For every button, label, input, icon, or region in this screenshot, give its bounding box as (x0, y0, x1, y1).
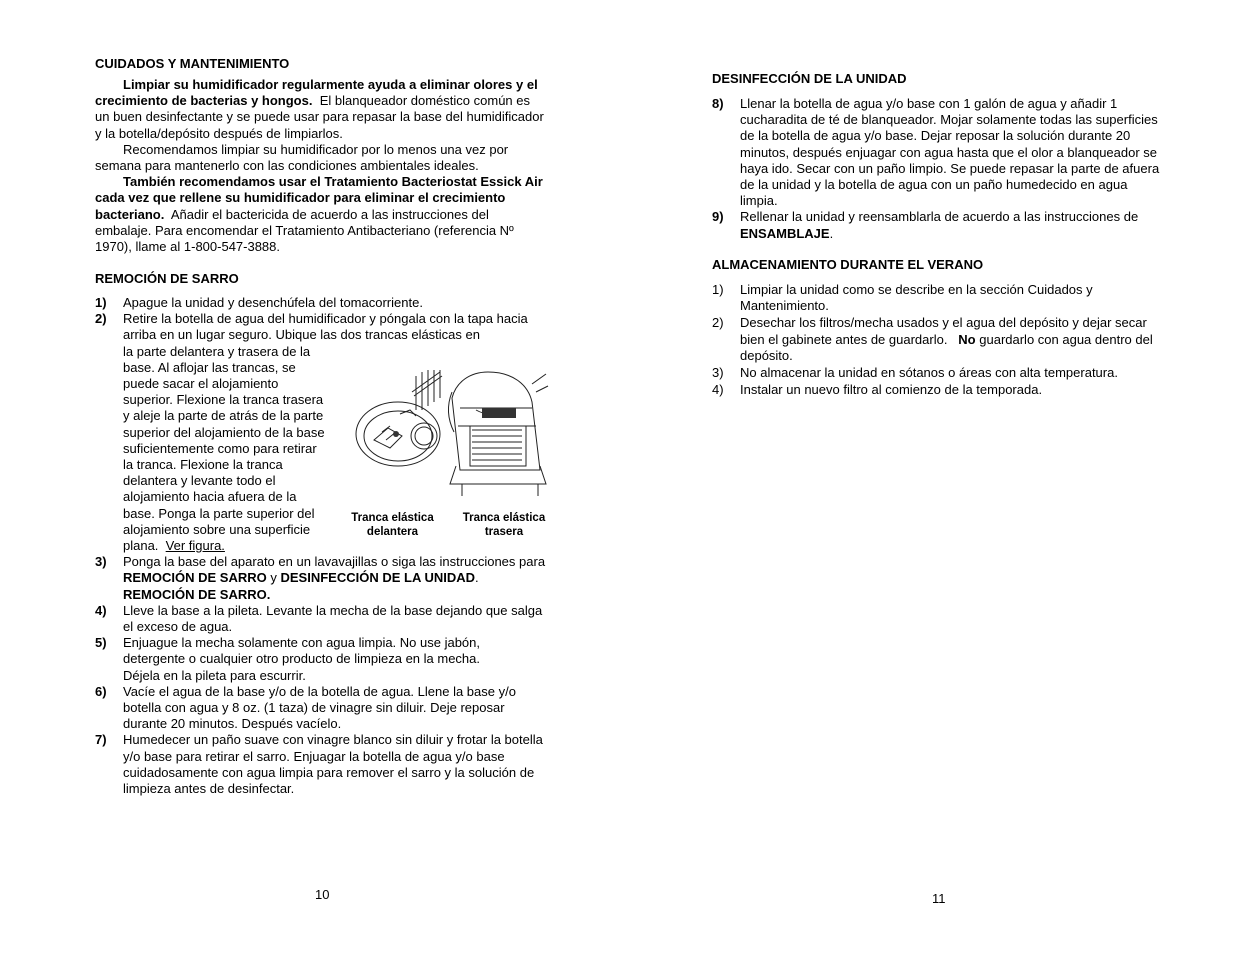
intro-rest-1: El blanqueador doméstico común es un buen desinfectante y se puede usar para repasar la base del humidificador y la botella/depósito después de limpiarlos. (95, 93, 544, 141)
step-number: 4) (712, 382, 724, 398)
step-number: 1) (712, 282, 724, 297)
step-5 (95, 635, 555, 684)
step-text: No almacenar la unidad en sótanos o áreas con alta temperatura. (740, 365, 1118, 381)
step-text-end: guardarlo con agua dentro del depósito. (740, 331, 1153, 363)
section-title-remocion: REMOCIÓN DE SARRO (95, 271, 239, 286)
step-text-narrow (123, 344, 328, 555)
step-text-body: Desechar los filtros/mecha usados y el agua del depósito y dejar secar bien el gabinete antes de guardarlo. (740, 315, 1147, 347)
step-4 (95, 603, 555, 635)
step-text: Retire la botella de agua del humidificador y póngala con la tapa hacia arriba en un lugar seguro. Ubique las dos trancas elásticas en (123, 311, 528, 343)
storage-steps (712, 282, 1172, 398)
humidifier-illustration (352, 362, 552, 498)
step-bold: DESINFECCIÓN DE LA UNIDAD (280, 570, 476, 586)
intro-rest-3: Añadir el bactericida de acuerdo a las instrucciones del embalaje. Para encomendar el Tratamiento Antibacteriano (referencia Nº 1970), llame al 1-800-547-3888. (95, 206, 514, 255)
step-bold: REMOCIÓN DE SARRO. (123, 586, 271, 602)
step-text: Llenar la botella de agua y/o base con 1 galón de agua y añadir 1 cucharadita de té de blanqueador. Mojar solamente todas las superficies de la botella de agua y/o base. Dejar reposar la solución durante 20 minutos, después enjuagar con agua hasta que el olor a blanqueador se haya ido. Secar con un paño limpio. Se puede repasar la parte de afuera de la unidad y la botella de agua con un paño humedecido en agua limpia. (740, 96, 1160, 209)
step-number: 2) (712, 315, 724, 331)
storage-step-3 (712, 365, 1172, 381)
step-number: 3) (712, 365, 724, 381)
page-number-left: 10 (315, 887, 330, 902)
step-text: . (475, 570, 479, 586)
step-bold: No (958, 331, 976, 347)
step-number: 4) (95, 602, 107, 618)
page-number-right: 11 (932, 891, 946, 906)
step-text: Lleve la base a la pileta. Levante la mecha de la base dejando que salga el exceso de agua. (123, 602, 543, 635)
step-bold: ENSAMBLAJE (740, 225, 830, 241)
see-figure-link[interactable]: Ver figura. (165, 538, 225, 554)
section-title-almacenamiento: ALMACENAMIENTO DURANTE EL VERANO (712, 257, 984, 272)
intro-paragraph-1 (95, 77, 545, 142)
step-text: Humedecer un paño suave con vinagre blanco sin diluir y frotar la botella y/o base para retirar el sarro. Enjuagar la botella de agua y/o base cuidadosamente con agua limpia para remover el sarro y la solución de limpieza antes de desinfectar. (123, 732, 543, 797)
step-9 (712, 209, 1172, 241)
step-text: Vacíe el agua de la base y/o de la botella de agua. Llene la base y/o botella con agua y 8 oz. (1 taza) de vinagre sin diluir. Deje reposar durante 20 minutos. Después vacíelo. (123, 683, 516, 732)
caption-front-latch: Tranca elástica delantera (351, 512, 434, 538)
step-bold: REMOCIÓN DE SARRO (123, 570, 267, 586)
step-text: y (270, 570, 277, 586)
intro-bold-1: Limpiar su humidificador regularmente ayuda a eliminar olores y el crecimiento de bacterias y hongos. (95, 77, 538, 109)
step-text (740, 315, 1165, 364)
intro-paragraph-3 (95, 174, 545, 255)
step-number: 3) (95, 554, 107, 570)
step-8 (712, 96, 1172, 209)
step-number: 2) (95, 311, 107, 327)
step-number: 8) (712, 96, 724, 111)
step-text (740, 209, 1165, 241)
step-text: Ponga la base del aparato en un lavavajillas o siga las instrucciones para (123, 554, 546, 570)
intro-bold-3: También recomendamos usar el Tratamiento Bacteriostat Essick Air cada vez que rellene su humidificador para eliminar el crecimiento bacteriano. (95, 174, 543, 222)
step-text: Enjuague la mecha solamente con agua limpia. No use jabón, detergente o cualquier otro producto de limpieza en la mecha. Déjela en la pileta para escurrir. (123, 635, 481, 683)
humidifier-figure (352, 362, 552, 498)
section-title-desinfeccion: DESINFECCIÓN DE LA UNIDAD (712, 71, 907, 86)
intro-text (95, 77, 545, 255)
step-7 (95, 732, 555, 797)
step-number: 1) (95, 295, 107, 310)
step-text: Instalar un nuevo filtro al comienzo de la temporada. (740, 382, 1043, 398)
disinfection-steps (712, 96, 1172, 242)
step-3 (95, 554, 555, 603)
step-text: Limpiar la unidad como se describe en la sección Cuidados y Mantenimiento. (740, 282, 1093, 314)
step-text-body: Rellenar la unidad y reensamblarla de acuerdo a las instrucciones de (740, 209, 1139, 225)
caption-back-latch: Tranca elástica trasera (462, 512, 546, 538)
step-6 (95, 684, 555, 733)
step-1 (95, 295, 555, 311)
step-text-end: . (829, 225, 834, 241)
storage-step-4 (712, 382, 1172, 398)
step-number: 5) (95, 635, 107, 651)
step-number: 6) (95, 683, 107, 699)
storage-step-2 (712, 315, 1172, 364)
step-number: 9) (712, 209, 724, 225)
storage-step-1 (712, 282, 1172, 314)
intro-paragraph-2: Recomendamos limpiar su humidificador por lo menos una vez por semana para mantenerlo con las condiciones ambientales ideales. (95, 141, 509, 174)
step-text: Apague la unidad y desenchúfela del tomacorriente. (123, 295, 423, 310)
step-number: 7) (95, 732, 107, 748)
step-text-narrow-body: la parte delantera y trasera de la base. Al aflojar las trancas, se puede sacar el alojamiento superior. Flexione la tranca trasera y aleje la parte de atrás de la parte superior del alojamiento de la base suficientemente como para retirar la tranca. Flexione la tranca delantera y levante todo el alojamiento hacia afuera de la base. Ponga la parte superior del alojamiento sobre una superficie plana. (123, 343, 325, 554)
section-title-cuidados: CUIDADOS Y MANTENIMIENTO (95, 56, 290, 71)
